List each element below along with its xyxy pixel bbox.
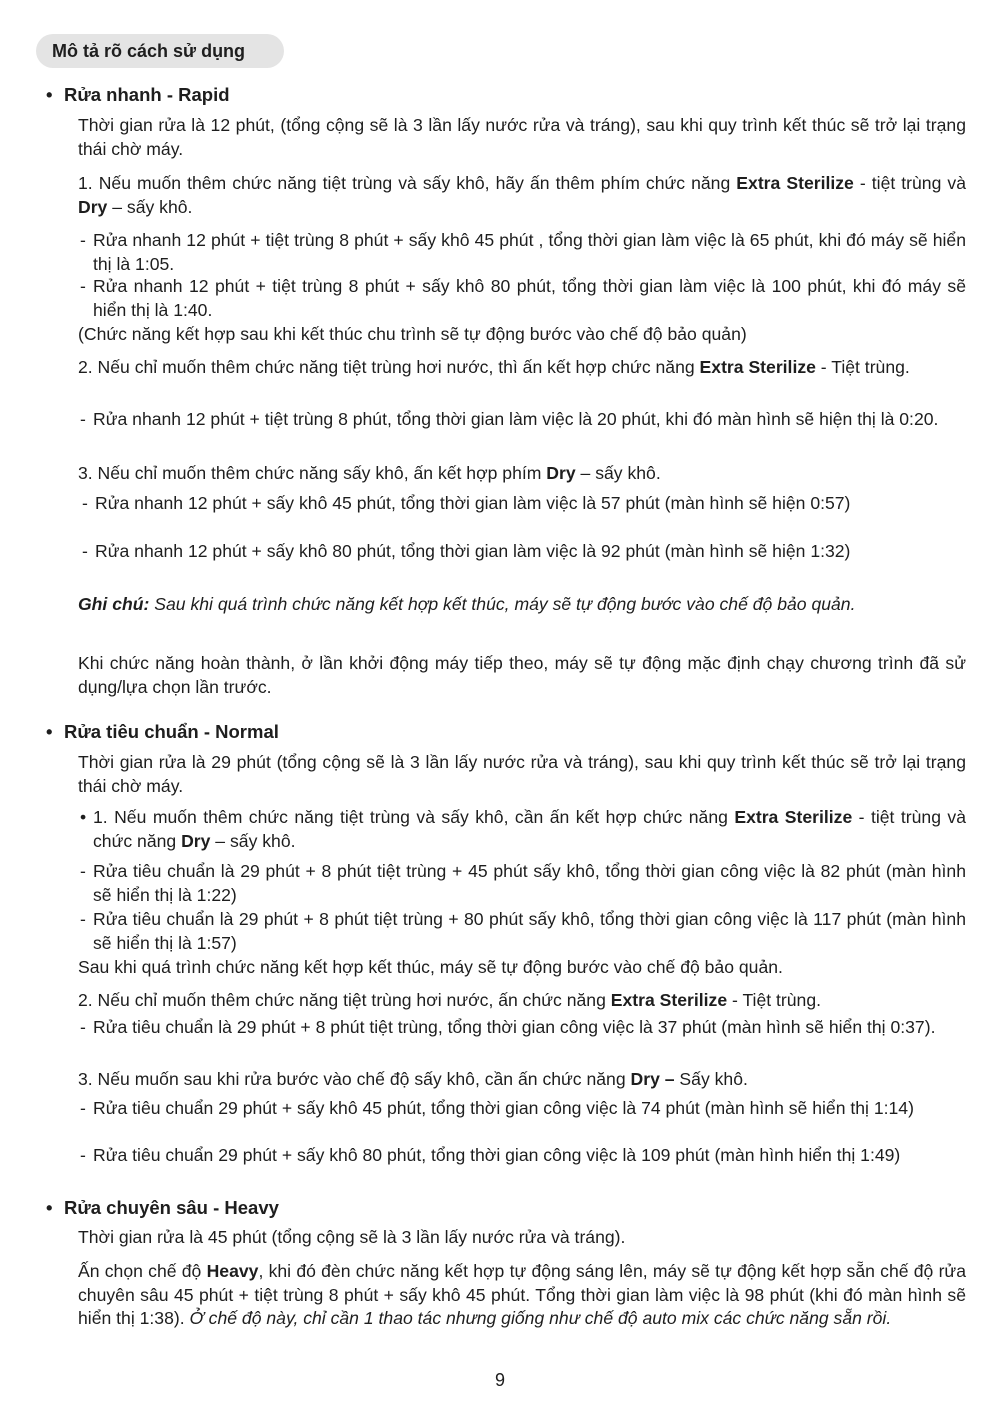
heavy-heading: • Rửa chuyên sâu - Heavy: [46, 1197, 279, 1218]
rapid-item-2: Rửa nhanh 12 phút + tiệt trùng 8 phút + sấy khô 80 phút, tổng thời gian làm việc là 100 phút, khi đó máy sẽ hiển thị là 1:40.: [93, 276, 966, 320]
rapid-option-3: 3. Nếu chỉ muốn thêm chức năng sấy khô, ấn kết hợp phím Dry – sấy khô.: [78, 463, 661, 483]
rapid-item-3: Rửa nhanh 12 phút + tiệt trùng 8 phút, tổng thời gian làm việc là 20 phút, khi đó màn hình sẽ hiện thị là 0:20.: [93, 409, 939, 429]
heavy-description: Ấn chọn chế độ Heavy, khi đó đèn chức năng kết hợp tự động sáng lên, máy sẽ tự động kết hợp sẵn chế độ rửa chuyên sâu 45 phút + tiệt trùng 8 phút + sấy khô 45 phút. Tổng thời gian làm việc là 98 phút (khi đó màn hình sẽ hiển thị 1:38). Ở chế độ này, chỉ cần 1 thao tác nhưng giống như chế độ auto mix các chức năng sẵn rồi.: [78, 1261, 966, 1328]
normal-item-5: Rửa tiêu chuẩn 29 phút + sấy khô 80 phút, tổng thời gian công việc là 109 phút (màn hình hiển thị 1:49): [93, 1145, 901, 1165]
rapid-heading: • Rửa nhanh - Rapid: [46, 84, 230, 105]
bullet-icon: •: [46, 84, 53, 105]
rapid-item-5: Rửa nhanh 12 phút + sấy khô 80 phút, tổng thời gian làm việc là 92 phút (màn hình sẽ hiện 1:32): [95, 541, 851, 561]
normal-option-2: 2. Nếu chỉ muốn thêm chức năng tiệt trùng hơi nước, ấn chức năng Extra Sterilize - Tiệt trùng.: [78, 990, 821, 1010]
page-number: 9: [494, 1370, 505, 1390]
dash-icon: -: [80, 409, 86, 429]
dash-icon: -: [80, 276, 86, 296]
normal-intro: Thời gian rửa là 29 phút (tổng cộng sẽ là 3 lần lấy nước rửa và tráng), sau khi quy trình kết thúc sẽ trở lại trạng thái chờ máy.: [78, 752, 966, 796]
bullet-icon: •: [46, 1197, 53, 1218]
rapid-final: Khi chức năng hoàn thành, ở lần khởi động máy tiếp theo, máy sẽ tự động mặc định chạy chương trình đã sử dụng/lựa chọn lần trước.: [78, 653, 966, 697]
dash-icon: -: [80, 1017, 86, 1037]
rapid-item-4: Rửa nhanh 12 phút + sấy khô 45 phút, tổng thời gian làm việc là 57 phút (màn hình sẽ hiện 0:57): [95, 493, 851, 513]
heavy-intro: Thời gian rửa là 45 phút (tổng cộng sẽ là 3 lần lấy nước rửa và tráng).: [78, 1227, 626, 1247]
rapid-option-2: 2. Nếu chỉ muốn thêm chức năng tiệt trùng hơi nước, thì ấn kết hợp chức năng Extra Sterilize - Tiệt trùng.: [78, 357, 910, 377]
normal-heading: • Rửa tiêu chuẩn - Normal: [46, 721, 279, 742]
normal-option-3: 3. Nếu muốn sau khi rửa bước vào chế độ sấy khô, cần ấn chức năng Dry – Sấy khô.: [78, 1069, 748, 1089]
rapid-note: Ghi chú: Sau khi quá trình chức năng kết hợp kết thúc, máy sẽ tự động bước vào chế độ bảo quản.: [78, 594, 856, 614]
dash-icon: -: [80, 909, 86, 929]
dash-icon: -: [82, 541, 88, 561]
bullet-icon: •: [46, 721, 53, 742]
dash-icon: -: [82, 493, 88, 513]
rapid-combo-note: (Chức năng kết hợp sau khi kết thúc chu trình sẽ tự động bước vào chế độ bảo quản): [78, 324, 747, 344]
normal-after: Sau khi quá trình chức năng kết hợp kết thúc, máy sẽ tự động bước vào chế độ bảo quản.: [78, 957, 783, 977]
normal-option-1: 1. Nếu muốn thêm chức năng tiệt trùng và sấy khô, cần ấn kết hợp chức năng Extra Sterilize - tiệt trùng và chức năng Dry – sấy khô.: [93, 807, 966, 851]
rapid-item-1: Rửa nhanh 12 phút + tiệt trùng 8 phút + sấy khô 45 phút , tổng thời gian làm việc là 65 phút, khi đó máy sẽ hiển thị là 1:05.: [93, 230, 966, 274]
normal-item-1: Rửa tiêu chuẩn là 29 phút + 8 phút tiệt trùng + 45 phút sấy khô, tổng thời gian công việc là 82 phút (màn hình sẽ hiển thị là 1:22): [93, 861, 966, 905]
rapid-intro: Thời gian rửa là 12 phút, (tổng cộng sẽ là 3 lần lấy nước rửa và tráng), sau khi quy trình kết thúc sẽ trở lại trạng thái chờ máy.: [78, 115, 966, 159]
dash-icon: -: [80, 230, 86, 250]
rapid-option-1: 1. Nếu muốn thêm chức năng tiệt trùng và sấy khô, hãy ấn thêm phím chức năng Extra Sterilize - tiệt trùng và Dry – sấy khô.: [78, 173, 966, 217]
dash-icon: -: [80, 1098, 86, 1118]
normal-item-4: Rửa tiêu chuẩn 29 phút + sấy khô 45 phút, tổng thời gian công việc là 74 phút (màn hình sẽ hiển thị 1:14): [93, 1098, 914, 1118]
dash-icon: -: [80, 861, 86, 881]
section-header: Mô tả rõ cách sử dụng: [36, 34, 284, 68]
bullet-icon: •: [80, 807, 87, 827]
normal-item-3: Rửa tiêu chuẩn là 29 phút + 8 phút tiệt trùng, tổng thời gian công việc là 37 phút (màn hình sẽ hiển thị 0:37).: [93, 1017, 936, 1037]
dash-icon: -: [80, 1145, 86, 1165]
normal-item-2: Rửa tiêu chuẩn là 29 phút + 8 phút tiệt trùng + 80 phút sấy khô, tổng thời gian công việc là 117 phút (màn hình sẽ hiển thị là 1:57): [93, 909, 966, 953]
